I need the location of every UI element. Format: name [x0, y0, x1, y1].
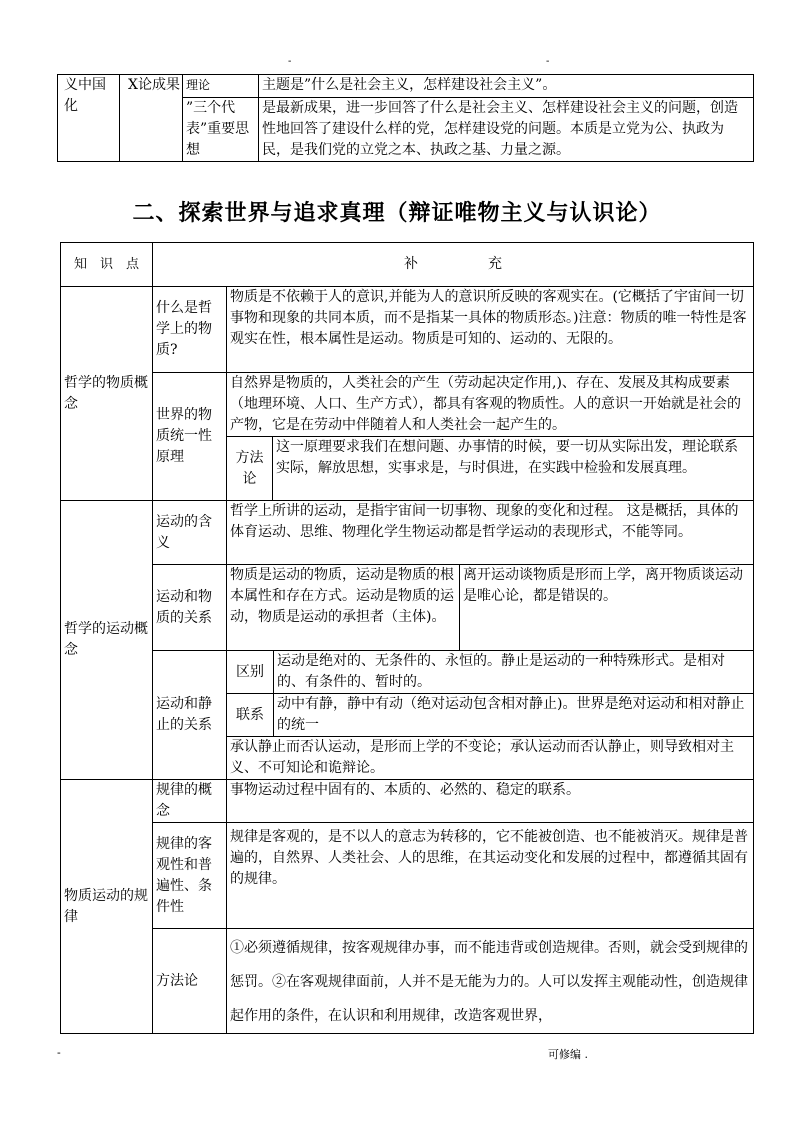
g2-link-text: 动中有静，静中有动（绝对运动包含相对静止)。世界是绝对运动和相对静止的统一	[277, 696, 745, 733]
top-row2-text: 是最新成果，进一步回答了什么是社会主义、怎样建设社会主义的问题，创造性地回答了建设什么样的党，怎样建设党的问题。本质是立党为公、执政为民，是我们党的立党之本、执政之基、力量之源。	[259, 98, 754, 162]
g2-r3-text: 承认静止而否认运动，是形而上学的不变论；承认运动而否认静止，则导致相对主义、不可知论和诡辩论。	[227, 737, 754, 780]
g2-r1-text: 哲学上所讲的运动，是指宇宙间一切事物、现象的变化和过程。 这是概括，具体的体育运动、思维、物理化学生物运动都是哲学运动的表现形式，不能等同。	[227, 501, 754, 565]
g2-r1-label: 运动的含义	[153, 501, 227, 565]
top-table	[57, 74, 754, 162]
footer-left: -	[57, 1046, 61, 1059]
g3-r1-text: 事物运动过程中固有的、本质的、必然的、稳定的联系。	[227, 780, 754, 823]
header-knowledge-point: 知 识 点	[61, 243, 153, 287]
g2-r2-text-a: 物质是运动的物质，运动是物质的根本属性和存在方式。运动是物质的运动，物质是运动的承担者（主体)。	[227, 565, 460, 651]
top-col2: X论成果	[120, 75, 183, 162]
g2-r2-text-b: 离开运动谈物质是形而上学，离开物质谈运动是唯心论，都是错误的。	[460, 565, 754, 651]
g1-method-label: 方法论	[227, 437, 273, 501]
top-row1-label: 理论	[183, 75, 259, 98]
g1-r2-text: 自然界是物质的，人类社会的产生（劳动起决定作用,)、存在、发展及其构成要素（地理环境、人口、生产方式），都具有客观的物质性。人的意识一开始就是社会的产物，它是在劳动中伴随着人和人类社会一起产生的。	[227, 373, 754, 437]
g2-r3-label: 运动和静止的关系	[153, 651, 227, 780]
g2-diff-label: 区别	[227, 651, 274, 694]
group-motion-title: 哲学的运动概念	[61, 501, 153, 780]
g1-r1-label: 什么是哲学上的物质?	[153, 287, 227, 373]
g3-r1-label: 规律的概念	[153, 780, 227, 823]
g3-r2-label: 规律的客观性和普遍性、条件性	[153, 823, 227, 929]
g2-r3-subtable	[227, 651, 753, 736]
g2-diff-text: 运动是绝对的、无条件的、永恒的。静止是运动的一种特殊形式。是相对的、有条件的、暂时的。	[274, 651, 754, 694]
group-matter-title: 哲学的物质概念	[61, 287, 153, 501]
top-col1: 义中国化	[58, 75, 120, 162]
header-mark-left: -	[288, 56, 292, 67]
g1-r1-text: 物质是不依赖于人的意识,并能为人的意识所反映的客观实在。(它概括了宇宙间一切事物和现象的共同本质，而不是指某一具体的物质形态。)注意：物质的唯一特性是客观实在性，根本属性是运动。物质是可知的、运动的、无限的。	[227, 287, 754, 373]
section-title: 二、探索世界与追求真理（辩证唯物主义与认识论）	[132, 200, 662, 226]
g1-method-text: 这一原理要求我们在想问题、办事情的时候，要一切从实际出发，理论联系实际，解放思想，实事求是，与时俱进，在实践中检验和发展真理。	[273, 437, 754, 501]
header-mark-right: -	[546, 56, 550, 67]
top-row2-label: ”三个代表”重要思想	[183, 98, 259, 162]
g3-r3-label: 方法论	[153, 929, 227, 1034]
g3-r2-text: 规律是客观的，是不以人的意志为转移的，它不能被创造、也不能被消灭。规律是普遍的，自然界、人类社会、人的思维，在其运动变化和发展的过程中，都遵循其固有的规律。	[227, 823, 754, 929]
main-table	[60, 242, 754, 1034]
g2-r2-label: 运动和物质的关系	[153, 565, 227, 651]
top-row1-text: 主题是”什么是社会主义，怎样建设社会主义”。	[259, 75, 754, 98]
g3-r3-text: ①必须遵循规律，按客观规律办事，而不能违背或创造规律。否则，就会受到规律的惩罚。②在客观规律面前，人并不是无能为力的。人可以发挥主观能动性，创造规律起作用的条件，在认识和利用规律，改造客观世界，	[227, 929, 754, 1034]
g1-r2-label: 世界的物质统一性原理	[153, 373, 227, 501]
group-law-title: 物质运动的规律	[61, 780, 153, 1034]
footer-right: 可修编 .	[548, 1048, 588, 1061]
header-supplement: 补 充	[153, 243, 754, 287]
g2-link-label: 联系	[227, 694, 274, 737]
